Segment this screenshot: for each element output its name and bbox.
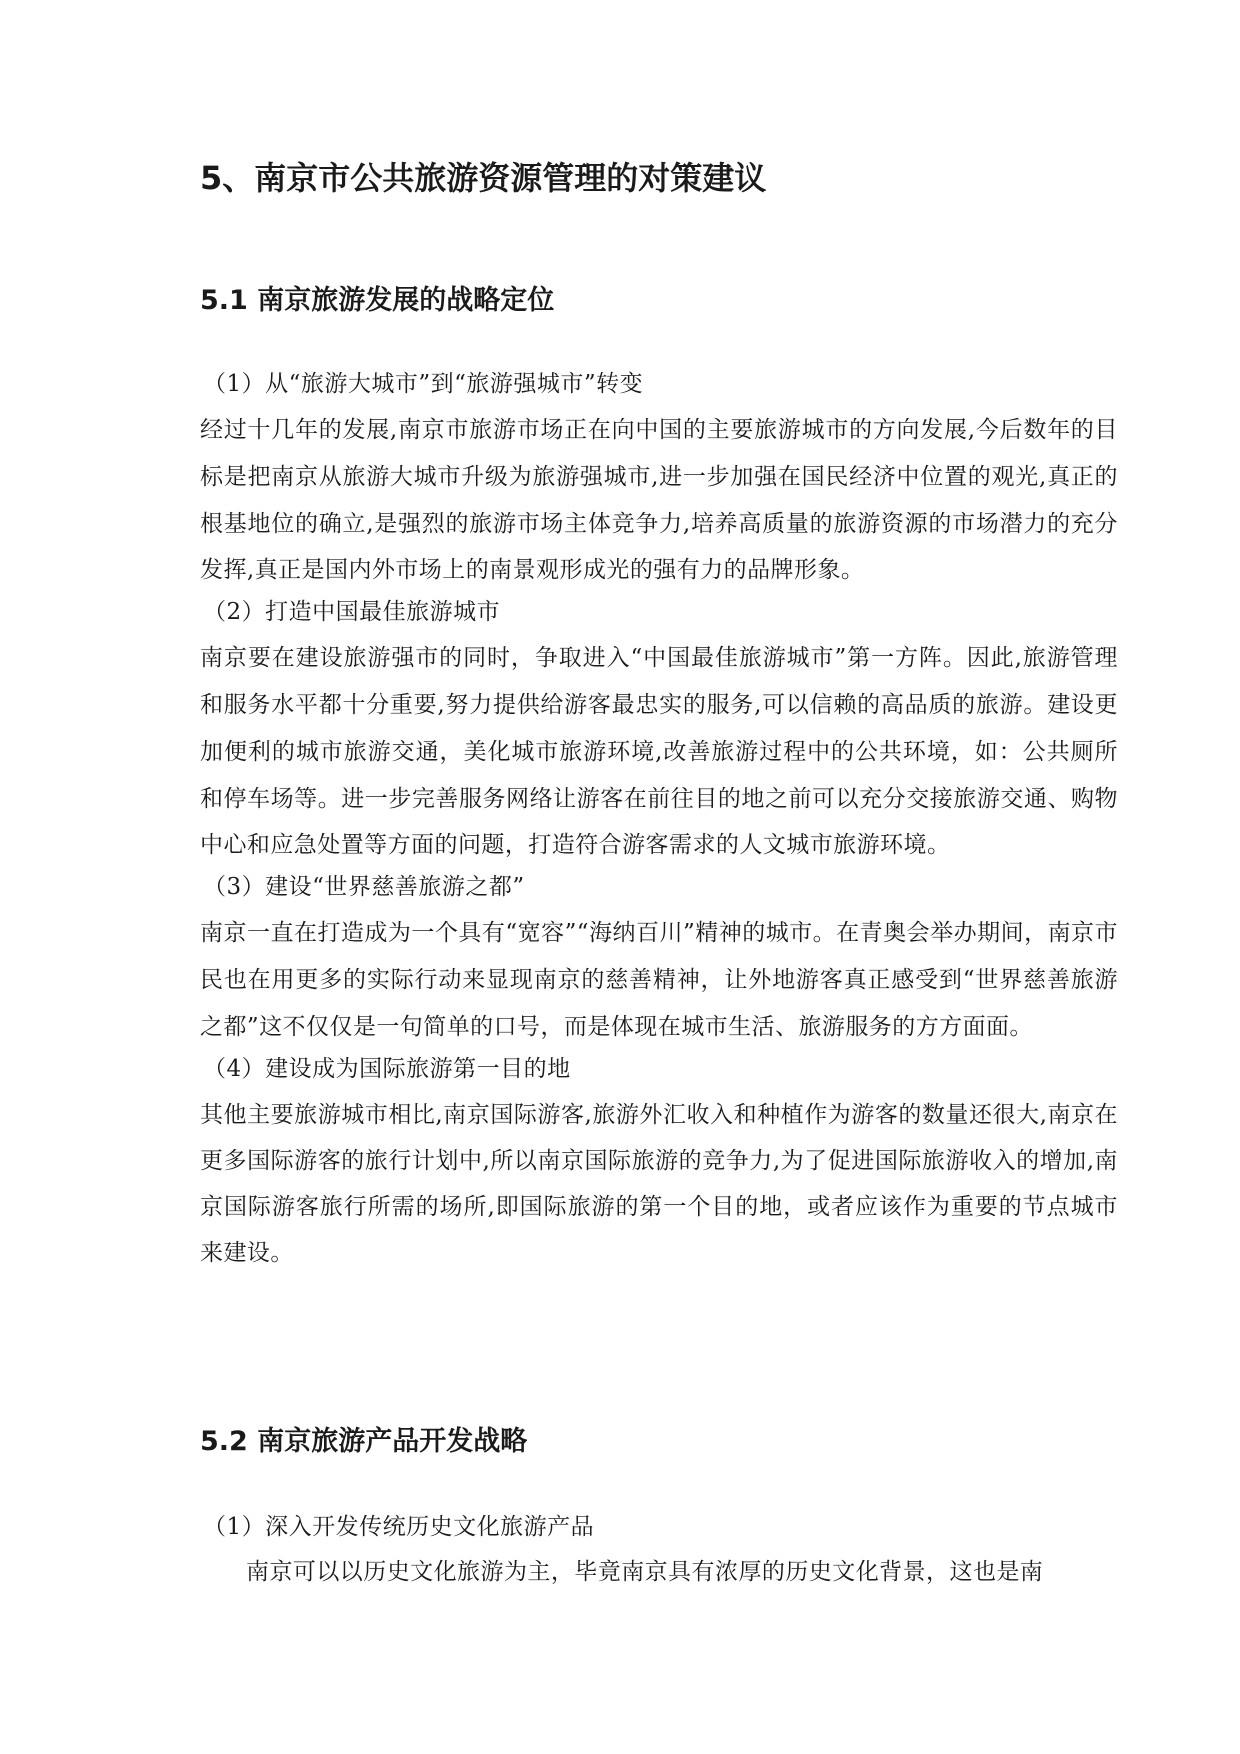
item-subtitle-2: （2）打造中国最佳旅游城市 [203,599,501,626]
section-body-5-2 [200,1505,1118,1595]
item-paragraph-3: 南京一直在打造成为一个具有“宽容”“海纳百川”精神的城市。在青奥会举办期间，南京市民也在用更多的实际行动来显现南京的慈善精神，让外地游客真正感受到“世界慈善旅游之都”这不仅仅是一句简单的口号，而是体现在城市生活、旅游服务的方方面面。 [200,920,1118,1040]
item-paragraph-2: 南京要在建设旅游强市的同时，争取进入“中国最佳旅游城市”第一方阵。因此,旅游管理和服务水平都十分重要,努力提供给游客最忠实的服务,可以信赖的高品质的旅游。建设更加便利的城市旅游交通，美化城市旅游环境,改善旅游过程中的公共环境，如：公共厕所和停车场等。进一步完善服务网络让游客在前往目的地之前可以充分交接旅游交通、购物中心和应急处置等方面的问题，打造符合游客需求的人文城市旅游环境。 [200,645,1118,859]
item-subtitle-4: （4）建设成为国际旅游第一目的地 [203,1055,571,1082]
section-heading-5-1: 5.1 南京旅游发展的战略定位 [200,285,555,316]
section-body-5-1 [200,366,1118,1276]
section-heading-5-2: 5.2 南京旅游产品开发战略 [200,1426,528,1457]
item-paragraph-5-2-1: 南京可以以历史文化旅游为主，毕竟南京具有浓厚的历史文化背景，这也是南 [246,1559,1044,1585]
item-paragraph-4: 其他主要旅游城市相比,南京国际游客,旅游外汇收入和种植作为游客的数量还很大,南京在更多国际游客的旅行计划中,所以南京国际旅游的竞争力,为了促进国际旅游收入的增加,南京国际游客旅行所需的场所,即国际旅游的第一个目的地，或者应该作为重要的节点城市来建设。 [200,1101,1118,1267]
chapter-heading: 5、南京市公共旅游资源管理的对策建议 [200,159,767,197]
item-subtitle-5-2-1: （1）深入开发传统历史文化旅游产品 [203,1514,595,1540]
item-subtitle-3: （3）建设“世界慈善旅游之都” [203,874,525,901]
item-paragraph-1: 经过十几年的发展,南京市旅游市场正在向中国的主要旅游城市的方向发展,今后数年的目标是把南京从旅游大城市升级为旅游强城市,进一步加强在国民经济中位置的观光,真正的根基地位的确立,是强烈的旅游市场主体竞争力,培养高质量的旅游资源的市场潜力的充分发挥,真正是国内外市场上的南景观形成光的强有力的品牌形象。 [200,417,1118,584]
item-subtitle-1: （1）从“旅游大城市”到“旅游强城市”转变 [203,371,644,397]
